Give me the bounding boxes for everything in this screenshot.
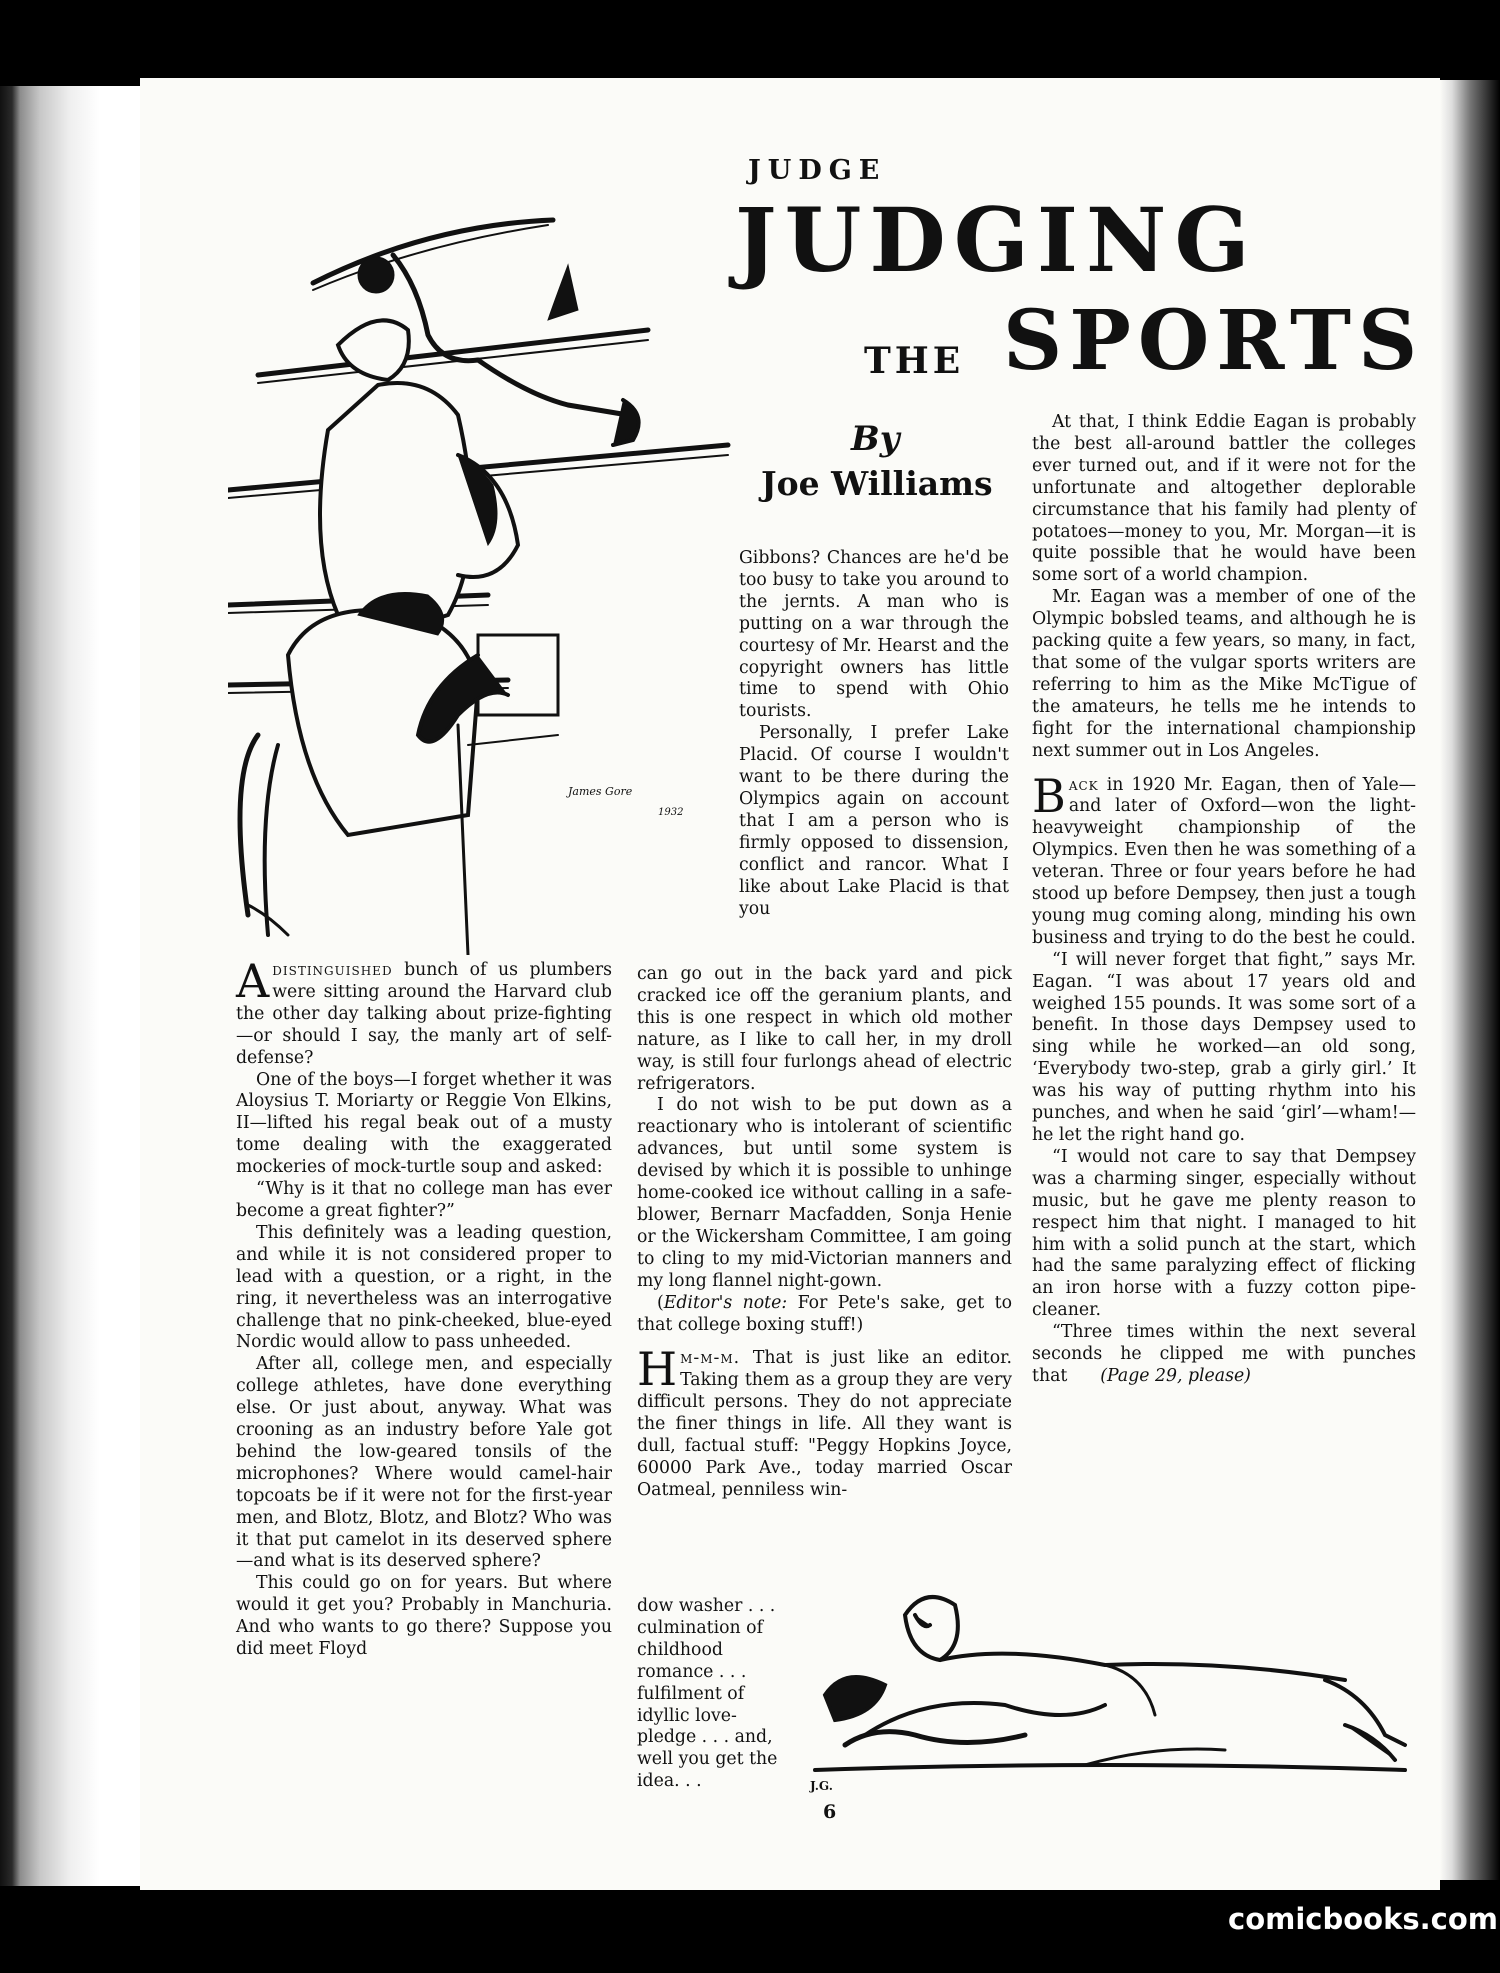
column3-paragraph-2: Mr. Eagan was a member of one of the Olympic bobsled teams, and although he is packing quite a few years, so many, in fact, that some of the vulgar sports writers are referring to him as the Mike McTigue of the amateurs, he tells me he intends to fight for the international championship next summer out in Los Angeles.: [1032, 587, 1416, 761]
column1-paragraph-3: “Why is it that no college man has ever become a great fighter?”: [236, 1179, 612, 1221]
page-number: 6: [823, 1801, 837, 1823]
column1-paragraph-2: One of the boys—I forget whether it was Aloysius T. Moriarty or Reggie Von Elkins, II—lifted his regal beak out of a musty tome dealing with the exaggerated mockeries of mock-turtle soup and asked:: [236, 1069, 612, 1178]
column2-lower-paragraph-3: Hm-m-m. That is just like an editor. Taking them as a group they are very difficult persons. They do not appreciate the finer things in life. All they want is dull, factual stuff: "Peggy Hopkins Joyce, 60000 Park Ave., today married Oscar Oatmeal, penniless win-: [637, 1342, 1012, 1500]
page-right-shadow: [1440, 80, 1500, 1880]
knocked-out-boxer-illustration: [805, 1585, 1425, 1795]
column1-paragraph-1: Adistinguished bunch of us plumbers were sitting around the Harvard club the other day talking about prize-fighting—or should I say, the manly art of self-defense?: [236, 954, 612, 1068]
article-column-2-upper: [739, 548, 1009, 920]
column3-paragraph-4: “I will never forget that fight,” says Mr. Eagan. “I was about 17 years old and weighed 155 pounds. It was some sort of a benefit. In those days Dempsey used to sing while he worked—an old song, ‘Everybody two-step, grab a girly girl.’ It was his way of putting rhythm into his punches, and when he said ‘girl’—wham!—he let the right hand go.: [1032, 949, 1416, 1145]
dropcap-a: A: [236, 954, 270, 1008]
column3-paragraph-1: At that, I think Eddie Eagan is probably the best all-around battler the colleges ever turned out, and if it were not for the unfortunate and altogether deplorable circumstance that his family had plenty of potatoes—money to you, Mr. Morgan—it is quite possible that he would have been some sort of a world champion.: [1032, 412, 1416, 586]
column1-paragraph-6: This could go on for years. But where would it get you? Probably in Manchuria. And who wants to go there? Suppose you did meet Floyd: [236, 1573, 612, 1660]
column3-paragraph-3: Back in 1920 Mr. Eagan, then of Yale—and later of Oxford—won the light-heavyweight championship of the Olympics. Even then he was something of a veteran. Three or four years before he had stood up before Dempsey, then just a tough young mug coming along, minding his own business and trying to do the best he could.: [1032, 768, 1416, 948]
byline-author: Joe Williams: [761, 464, 993, 503]
column3-paragraph-5: “I would not care to say that Dempsey was a charming singer, especially without music, but he gave me plenty reason to respect him that night. I managed to hit him with a solid punch at the start, which had the same paralyzing effect of flicking an iron horse with a fuzzy cotton pipe-cleaner.: [1032, 1146, 1416, 1321]
article-column-2-tail: [637, 1596, 794, 1793]
byline-by: By: [851, 419, 900, 459]
boxing-ring-illustration: [228, 215, 748, 955]
article-column-3: [1032, 412, 1416, 1388]
title-the: THE: [864, 340, 965, 382]
column1-paragraph-4: This definitely was a leading question, and while it is not considered proper to lead with a question, or a right, in the ring, it nevertheless was an interrogative challenge that no pink-cheeked, blue-eyed Nordic would allow to pass unheeded.: [236, 1222, 612, 1353]
editor-note: (Editor's note: For Pete's sake, get to that college boxing stuff!): [637, 1292, 1012, 1335]
illustration-signature-name: James Gore: [568, 785, 633, 798]
title-judging: JUDGING: [735, 188, 1258, 292]
magazine-name: JUDGE: [748, 155, 887, 186]
column2-lower-paragraph-1: can go out in the back yard and pick cracked ice off the geranium plants, and this is one respect in which old mother nature, as I like to call her, in my droll way, is still four furlongs ahead of electric refrigerators.: [637, 964, 1012, 1094]
column2-upper-paragraph-2: Personally, I prefer Lake Placid. Of course I wouldn't want to be there during the Olympics again on account that I am a person who is firmly opposed to dissension, conflict and rancor. What I like about Lake Placid is that you: [739, 723, 1009, 919]
article-column-1: [236, 954, 612, 1661]
dropcap-b: B: [1032, 768, 1066, 823]
title-sports: SPORTS: [1003, 293, 1425, 389]
watermark: comicbooks.com: [1228, 1902, 1498, 1936]
continued-notice: (Page 29, please): [1100, 1365, 1251, 1386]
column2-upper-paragraph-1: Gibbons? Chances are he'd be too busy to take you around to the jernts. A man who is putting on a war through the courtesy of Mr. Hearst and the copyright owners has little time to spend with Ohio tourists.: [739, 548, 1009, 722]
illustration-signature-year: 1932: [658, 807, 684, 818]
illustration-initials: J.G.: [810, 1779, 833, 1793]
book-binding-edge: [0, 86, 150, 1886]
column3-paragraph-6: “Three times within the next several seconds he clipped me with punches that (Page 29, please): [1032, 1322, 1416, 1386]
article-column-2-lower: [637, 964, 1012, 1502]
column2-lower-paragraph-2: I do not wish to be put down as a reactionary who is intolerant of scientific advances, but until some system is devised by which it is possible to unhinge home-cooked ice without calling in a safe-blower, Bernarr Macfadden, Sonja Henie or the Wickersham Committee, I am going to cling to my mid-Victorian manners and my long flannel night-gown.: [637, 1095, 1012, 1291]
column1-paragraph-5: After all, college men, and especially college athletes, have done everything else. Or just about, anyway. What was crooning as an industry before Yale got behind the low-geared tonsils of the microphones? Where would camel-hair topcoats be if it were not for the first-year men, and Blotz, Blotz, and Blotz? Who was it that put camelot in its deserved sphere—and what is its deserved sphere?: [236, 1354, 612, 1572]
dropcap-h: H: [637, 1342, 678, 1397]
column2-tail-text: dow washer . . . culmination of childhood romance . . . fulfilment of idyllic love-pledge . . . and, well you get the idea. . .: [637, 1596, 778, 1792]
